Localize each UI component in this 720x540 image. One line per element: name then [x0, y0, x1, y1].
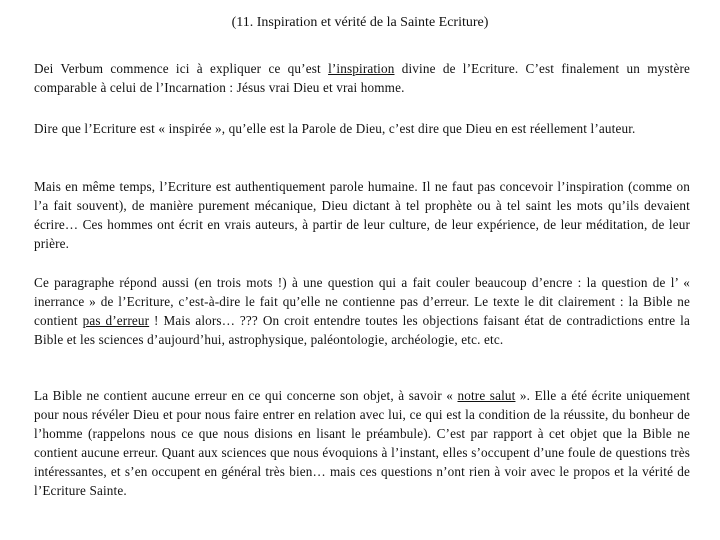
paragraph-text: divine de l’Ecriture. C’est finalement un mystère comparable à celui de l’Incarnation : Jésus vrai Dieu et vrai homme. [34, 61, 690, 95]
paragraph-text: ». Elle a été écrite uniquement pour nous révéler Dieu et pour nous faire entrer en relation avec lui, ce qui est la condition de la réussite, du bonheur de l’homme (rappelons nous ce que nous disions en lisant le préambule). C’est par rapport à cet objet que la Bible ne contient aucune erreur. Quant aux sciences que nous évoquions à l’instant, elles s’occupent d’une foule de questions très intéressantes, et s’en occupent en général très bien… mais ces questions n’ont rien à voir avec le propos et la vérité de l’Ecriture Sainte. [34, 388, 691, 498]
underlined-our-salvation: notre salut [457, 388, 516, 403]
paragraph-text: La Bible ne contient aucune erreur en ce qui concerne son objet, à savoir « [34, 388, 458, 403]
underlined-no-error: pas d’erreur [82, 313, 150, 328]
section-title: (11. Inspiration et vérité de la Sainte Ecriture) [231, 15, 489, 30]
paragraph-salvation [34, 386, 690, 500]
paragraph-text: ! Mais alors… ??? On croit entendre toutes les objections faisant état de contradictions entre la Bible et les sciences d’aujourd’hui, astrophysique, paléontologie, archéologie, etc. etc. [34, 313, 690, 347]
underlined-inspiration: l’inspiration [328, 61, 395, 76]
paragraph-inerrancy [34, 273, 690, 349]
paragraph-inspiration [34, 59, 690, 97]
paragraph-text: Dei Verbum commence ici à expliquer ce qu’est [34, 61, 329, 76]
paragraph-text: Ce paragraphe répond aussi (en trois mots !) à une question qui a fait couler beaucoup d’encre : la question de l’ « inerrance » de l’Ecriture, c’est-à-dire le fait qu’elle ne contienne pas d’erreur. Le texte le dit clairement : la Bible ne contient [34, 275, 690, 328]
paragraph-human-word: Mais en même temps, l’Ecriture est authentiquement parole humaine. Il ne faut pas concevoir l’inspiration (comme on l’a fait souvent), de manière purement mécanique, Dieu dictant à tel prophète ou à tel saint les mots qu’ils devaient écrire… Ces hommes ont écrit en vrais auteurs, à partir de leur culture, de leur expérience, de leur méditation, de leur prière. [34, 179, 690, 251]
paragraph-author: Dire que l’Ecriture est « inspirée », qu’elle est la Parole de Dieu, c’est dire que Dieu en est réellement l’auteur. [34, 121, 636, 136]
